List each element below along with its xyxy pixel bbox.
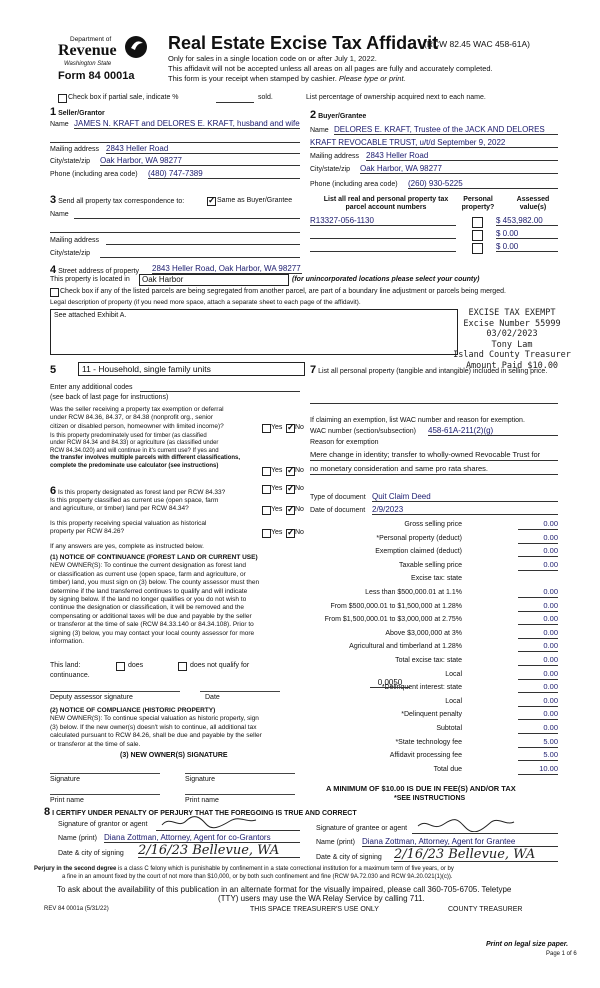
page-number: Page 1 of 6 (546, 951, 577, 957)
historic-question: Is this property receiving special valuation as historical property per RCW 84.26? (50, 520, 207, 536)
corr-mailing-field[interactable] (106, 235, 300, 245)
partial-sale-sold: sold. (258, 94, 273, 101)
tax-row-value[interactable]: 0.00 (518, 656, 558, 666)
tax-row-value[interactable]: 0.00 (518, 602, 558, 612)
corr-city-label: City/state/zip (50, 250, 91, 257)
located-label: This property is located in (50, 276, 130, 283)
corr-name-field[interactable] (74, 209, 300, 219)
corr-mailing-label: Mailing address (50, 237, 100, 244)
exemption-no-label: No (295, 424, 304, 431)
owner-sig-line-1[interactable] (50, 773, 160, 774)
treasurer-stamp (452, 308, 572, 371)
tax-row-label: Excise tax: state (411, 575, 462, 583)
tax-row-value[interactable]: 0.00 (518, 629, 558, 639)
dept-line1: Department of (70, 36, 112, 43)
does-checkbox[interactable] (116, 662, 125, 671)
personal-property-checkbox-2[interactable] (472, 230, 483, 241)
current-use-yes-label: Yes (271, 506, 283, 513)
tax-row-value[interactable]: 0.00 (518, 683, 558, 693)
notice-compliance: (2) NOTICE OF COMPLIANCE (HISTORIC PROPERTY) NEW OWNER(S): To continue special valuation as historic property, sign (3) below. If the new owner(s) doesn't wish to continue, all additional tax calculated pursuant to RCW 84.26, shall be due and payable by the seller or transferor at the time of sale. (50, 707, 262, 748)
form-rcw: (RCW 82.45 WAC 458-61A) (424, 39, 530, 49)
owner-print-line-1[interactable] (50, 794, 160, 795)
new-owner-sig-title: (3) NEW OWNER(S) SIGNATURE (120, 752, 228, 759)
historic-no-checkbox[interactable] (286, 529, 295, 538)
parcel-number-2[interactable] (310, 229, 456, 239)
seller-name-line2[interactable] (50, 133, 300, 143)
grantor-date-label: Date & city of signing (58, 850, 124, 857)
form-title: Real Estate Excise Tax Affidavit (168, 33, 439, 53)
tax-row-value[interactable]: 0.00 (518, 724, 558, 734)
owner-sig-label-2: Signature (185, 776, 215, 783)
header-note3: This form is your receipt when stamped by cashier. Please type or print. (168, 74, 406, 83)
county-treasurer: COUNTY TREASURER (448, 906, 523, 913)
doc-type-label: Type of document (310, 494, 366, 501)
see-instructions-note: *SEE INSTRUCTIONS (394, 795, 466, 802)
timber-question: Is this property predominately used for timber (as classified under RCW 84.34 and 84.33) or agriculture (as classified under RCW 84.34.020) and will continue in it's current use? If yes and the transfer involves multiple parcels with different classifications, complete the predominate use calculator (see instructions) (50, 433, 241, 469)
personal-property-label: 7 List all personal property (tangible and intangible) included in selling price. (310, 364, 548, 376)
grantee-date-label: Date & city of signing (316, 854, 382, 861)
owner-sig-line-2[interactable] (185, 773, 295, 774)
parcel-header: List all real and personal property tax parcel account numbers (323, 196, 449, 212)
unincorporated-note: (for unincorporated locations please select your county) (292, 276, 480, 283)
partial-sale-checkbox[interactable] (58, 94, 67, 103)
exemption-no-checkbox[interactable] (286, 424, 295, 433)
historic-yes-checkbox[interactable] (262, 529, 271, 538)
certify-heading: 8 I CERTIFY UNDER PENALTY OF PERJURY THAT THE FOREGOING IS TRUE AND CORRECT (44, 806, 357, 818)
buyer-city-label: City/state/zip (310, 166, 351, 173)
owner-print-line-2[interactable] (185, 794, 295, 795)
tax-row-label: *State technology fee (395, 738, 462, 746)
seller-city-label: City/state/zip (50, 158, 91, 165)
tax-row-value[interactable]: 0.00 (518, 615, 558, 625)
forest-yes-label: Yes (271, 485, 283, 492)
buyer-city-field[interactable]: Oak Harbor, WA 98277 (360, 164, 558, 174)
tax-row-label: Taxable selling price (398, 561, 462, 569)
legal-description-text: See attached Exhibit A. (54, 312, 127, 319)
partial-sale-label: Check box if partial sale, indicate % (68, 94, 179, 101)
treasurer-use-only: THIS SPACE TREASURER'S USE ONLY (250, 906, 379, 913)
street-address-field[interactable]: 2843 Heller Road, Oak Harbor, WA 98277 (152, 264, 301, 273)
buyer-heading: 2 Buyer/Grantee (310, 109, 367, 121)
timber-yes-label: Yes (271, 467, 283, 474)
grantee-sig-label: Signature of grantee or agent (316, 825, 408, 832)
tax-row-value[interactable]: 0.00 (518, 642, 558, 652)
tax-row-value[interactable]: 0.00 (518, 588, 558, 598)
corr-city-field[interactable] (100, 248, 300, 258)
tax-row-label: Local (445, 697, 462, 705)
tax-row-label: Local (445, 670, 462, 678)
reason-line1[interactable]: Mere change in identity; transfer to wholly-owned Revocable Trust for (310, 451, 558, 461)
current-use-question: Is this property classified as current use (open space, farm and agriculture, or timber) land per RCW 84.34? (50, 497, 219, 513)
tax-row-value[interactable]: 0.00 (518, 534, 558, 544)
stamp-line2: Excise Number 55999 (463, 318, 561, 329)
location-select[interactable]: Oak Harbor (139, 274, 289, 286)
tax-row-label: Agricultural and timberland at 1.28% (349, 643, 462, 651)
exemption-yes-label: Yes (271, 424, 283, 431)
legal-description-label: Legal description of property (if you need more space, attach a separate sheet to each page of the affidavit). (50, 299, 361, 306)
current-use-no-checkbox[interactable] (286, 506, 295, 515)
form-number: Form 84 0001a (58, 70, 135, 82)
forest-no-label: No (295, 485, 304, 492)
street-label: 4 Street address of property (50, 264, 140, 276)
alt-format-line2: (TTY) users may use the WA Relay Service by calling 711. (218, 894, 425, 903)
personal-property-checkbox-1[interactable] (472, 217, 483, 228)
personal-property-checkbox-3[interactable] (472, 243, 483, 254)
tax-row-value[interactable]: 0.00 (518, 520, 558, 530)
tax-row-label: *Personal property (deduct) (376, 534, 462, 542)
personal-property-field[interactable] (310, 394, 558, 404)
owner-print-label-2: Print name (185, 797, 219, 804)
grantor-sig-label: Signature of grantor or agent (58, 821, 148, 828)
deputy-signature-label: Deputy assessor signature (50, 694, 133, 701)
dept-line3: Washington State (64, 61, 112, 67)
deputy-signature-line[interactable] (50, 691, 180, 692)
perjury-line1: Perjury in the second degree is a class C felony which is punishable by confinement in a state correctional institution for a maximum term of five years, or by (34, 866, 454, 872)
timber-no-checkbox[interactable] (286, 467, 295, 476)
rev-number: REV 84 0001a (5/31/22) (44, 906, 109, 912)
current-use-no-label: No (295, 506, 304, 513)
deputy-date-line[interactable] (200, 691, 280, 692)
historic-yes-label: Yes (271, 529, 283, 536)
additional-codes-label: Enter any additional codes (50, 384, 133, 391)
grantee-name-field[interactable]: Diana Zottman, Attorney, Agent for Grantee (362, 837, 558, 847)
partial-sale-percent[interactable] (216, 93, 254, 103)
seller-city-field[interactable]: Oak Harbor, WA 98277 (100, 156, 300, 166)
does-not-label: does not qualify for (190, 662, 250, 669)
segregated-checkbox[interactable] (50, 288, 59, 297)
buyer-mailing-field[interactable]: 2843 Heller Road (366, 151, 558, 161)
grantee-name-label: Name (print) (316, 839, 355, 846)
personal-property-header: Personal property? (461, 196, 495, 212)
dept-line2: Revenue (58, 42, 117, 59)
additional-codes-field[interactable] (140, 382, 300, 392)
dor-logo-icon (124, 34, 148, 60)
assessed-value-2[interactable]: $ 0.00 (496, 229, 558, 239)
buyer-phone-field[interactable]: (260) 930-5225 (408, 179, 558, 189)
buyer-phone-label: Phone (including area code) (310, 181, 398, 188)
buyer-name-label: Name (310, 127, 329, 134)
exemption-yes-checkbox[interactable] (262, 424, 271, 433)
reason-label: Reason for exemption (310, 439, 379, 446)
tax-row-label: Total due (433, 765, 462, 773)
tax-row-value[interactable]: 0.00 (518, 697, 558, 707)
forest-yes-checkbox[interactable] (262, 485, 271, 494)
tax-row-label: Exemption claimed (deduct) (375, 548, 462, 556)
stamp-line1: EXCISE TAX EXEMPT (468, 308, 556, 318)
local-rate-field[interactable]: 0.0050 (370, 678, 410, 688)
corr-name-label: Name (50, 211, 69, 218)
this-land-label: This land: (50, 662, 81, 669)
seller-phone-field[interactable]: (480) 747-7389 (148, 169, 300, 179)
tax-row-label: From $1,500,000.01 to $3,000,000 at 2.75% (324, 616, 462, 624)
seller-name-label: Name (50, 121, 69, 128)
codes-note: (see back of last page for instructions) (50, 394, 169, 401)
tax-row-value[interactable]: 5.00 (518, 751, 558, 761)
tax-row-label: Total excise tax: state (395, 657, 462, 664)
grantee-signature-field[interactable] (412, 824, 558, 834)
parcel-number-1[interactable]: R13327-056-1130 (310, 216, 456, 226)
tax-row-value[interactable]: 0.00 (518, 710, 558, 720)
tax-row-label: Above $3,000,000 at 3% (385, 629, 462, 637)
grantor-signature-field[interactable] (156, 821, 300, 831)
doc-date-label: Date of document (310, 507, 366, 514)
does-not-checkbox[interactable] (178, 662, 187, 671)
header-note2: This affidavit will not be accepted unless all areas on all pages are fully and accurately completed. (168, 64, 493, 73)
legal-description-field[interactable] (50, 309, 458, 355)
wac-field[interactable]: 458-61A-211(2)(g) (428, 426, 558, 436)
corr-name-line2[interactable] (50, 223, 300, 233)
doc-type-field[interactable]: Quit Claim Deed (372, 492, 558, 502)
tax-row-label: From $500,000.01 to $1,500,000 at 1.28% (330, 602, 462, 610)
buyer-name-line2[interactable]: KRAFT REVOCABLE TRUST, u/t/d September 9, 2022 (310, 138, 558, 148)
seller-mailing-label: Mailing address (50, 146, 100, 153)
exemption-question: Was the seller receiving a property tax exemption or deferral under RCW 84.36, 84.37, or 84.38 (nonprofit org., senior citizen or disabled person, homeowner with limited income)? (50, 406, 224, 430)
tax-row-label: *Delinquent penalty (401, 711, 462, 719)
tax-row-value[interactable]: 0.00 (518, 670, 558, 680)
tax-row-label: Affidavit processing fee (389, 752, 462, 760)
assessed-value-1[interactable]: $ 453,982.00 (496, 216, 558, 226)
timber-no-label: No (295, 467, 304, 474)
header-note1: Only for sales in a single location code on or after July 1, 2022. (168, 54, 377, 63)
same-as-buyer-checkbox[interactable] (207, 197, 216, 206)
assessed-value-3[interactable]: $ 0.00 (496, 242, 558, 252)
does-label: does (128, 662, 144, 669)
land-use-num: 5 (50, 364, 57, 376)
grantee-signature-scribble (416, 818, 516, 832)
doc-date-field[interactable]: 2/9/2023 (372, 505, 558, 515)
current-use-yes-checkbox[interactable] (262, 506, 271, 515)
tax-row-label: *Delinquent interest: state (381, 684, 462, 692)
perjury-line2: a fine in an amount fixed by the court of not more than $10,000, or by both such confinement and fine (RCW 9A.72.030 and RCW 9A.20.021(1)(c)). (62, 874, 453, 880)
ownership-note: List percentage of ownership acquired next to each name. (306, 94, 486, 101)
tax-row-value[interactable]: 0.00 (518, 561, 558, 571)
seller-heading: 1 Seller/Grantor (50, 106, 105, 118)
owner-sig-label-1: Signature (50, 776, 80, 783)
timber-yes-checkbox[interactable] (262, 467, 271, 476)
seller-name-field[interactable]: JAMES N. KRAFT and DELORES E. KRAFT, husband and wife (74, 119, 300, 128)
alt-format-line1: To ask about the availability of this publication in an alternate format for the visually impaired, please call 360-705-6705. Teletype (57, 885, 512, 894)
grantor-name-field[interactable]: Diana Zottman, Attorney, Agent for co-Grantors (104, 833, 300, 843)
grantor-signature-scribble (160, 815, 260, 829)
if-yes-note: If any answers are yes, complete as instructed below. (50, 543, 204, 550)
seller-mailing-field[interactable]: 2843 Heller Road (106, 144, 300, 154)
owner-print-label-1: Print name (50, 797, 84, 804)
buyer-name-field[interactable]: DELORES E. KRAFT, Trustee of the JACK AND DELORES (334, 125, 558, 135)
segregated-label: Check box if any of the listed parcels are being segregated from another parcel, are part of a boundary line adjustment or parcels being merged. (60, 288, 506, 295)
forest-question: 6 Is this property designated as forest land per RCW 84.33? (50, 485, 226, 497)
assessed-value-header: Assessed value(s) (516, 196, 550, 212)
forest-no-checkbox[interactable] (286, 485, 295, 494)
stamp-line6: Amount Paid $10.00 (465, 360, 559, 371)
tax-row-label: Less than $500,000.01 at 1.1% (365, 589, 462, 596)
tax-row-label: Subtotal (436, 725, 462, 732)
stamp-line3: 03/02/2023 (486, 329, 538, 339)
grantor-date-field[interactable]: 2/16/23 Bellevue, WA (138, 844, 300, 858)
wac-label: WAC number (section/subsection) (310, 428, 416, 435)
tax-row-value[interactable]: 0.00 (518, 547, 558, 557)
claim-exemption-label: If claiming an exemption, list WAC number and reason for exemption. (310, 417, 525, 424)
reason-line2[interactable]: no monetary consideration and same pro rata shares. (310, 465, 558, 475)
deputy-date-label: Date (205, 694, 220, 701)
buyer-mailing-label: Mailing address (310, 153, 360, 160)
notice-continuance: (1) NOTICE OF CONTINUANCE (FOREST LAND OR CURRENT USE) NEW OWNER(S): To continue the current designation as forest land or classification as current use (open space, farm and agriculture, or timber) land, you must sign on (3) below. The county assessor must then determine if the land transferred continues to qualify and will indicate by signing below. If the land no longer qualifies or you do not wish to continue the designation or classification, it will be removed and the compensating or additional taxes will be due and payable by the seller or transferor at the time of sale (RCW 84.33.140 or 84.34.108). Prior to signing (3) below, you may contact your local county assessor for more information. (50, 554, 260, 646)
correspondence-heading: 3 Send all property tax correspondence to: (50, 194, 185, 206)
same-as-buyer-label: Same as Buyer/Grantee (217, 197, 293, 204)
tax-row-value[interactable]: 10.00 (518, 765, 558, 775)
historic-no-label: No (295, 529, 304, 536)
stamp-line5: Island County Treasurer (453, 350, 571, 360)
land-use-select[interactable]: 11 - Household, single family units (78, 362, 305, 376)
legal-paper-note: Print on legal size paper. (486, 941, 569, 948)
minimum-due-note: A MINIMUM OF $10.00 IS DUE IN FEE(S) AND/OR TAX (326, 784, 516, 793)
tax-row-value[interactable]: 5.00 (518, 738, 558, 748)
tax-row-label: Gross selling price (404, 521, 462, 528)
continuance-label: continuance. (50, 672, 90, 679)
parcel-number-3[interactable] (310, 242, 456, 252)
stamp-line4: Tony Lam (491, 339, 533, 350)
grantee-date-field[interactable]: 2/16/23 Bellevue, WA (394, 848, 558, 862)
seller-phone-label: Phone (including area code) (50, 171, 138, 178)
grantor-name-label: Name (print) (58, 835, 97, 842)
